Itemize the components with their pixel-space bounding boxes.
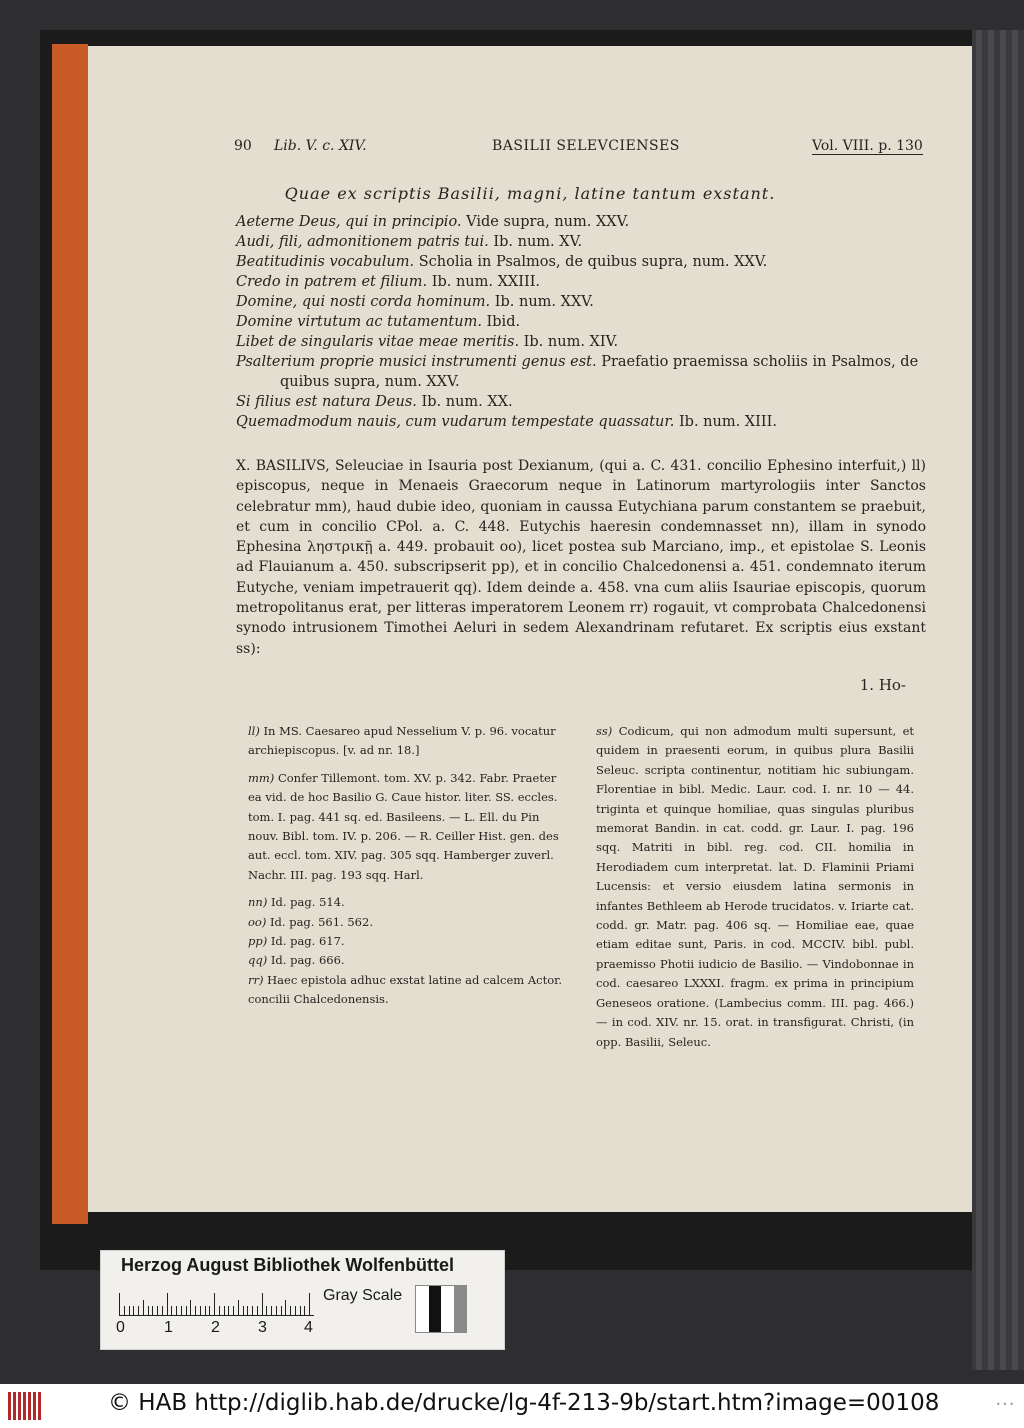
ruler-tick [271, 1306, 272, 1315]
list-item: Audi, fili, admonitionem patris tui. Ib. num. XV. [236, 234, 583, 250]
ruler-tick [285, 1300, 286, 1315]
ruler-tick [219, 1306, 220, 1315]
ruler-tick [190, 1300, 191, 1315]
ruler-tick [133, 1306, 134, 1315]
footer-bar [0, 1384, 1024, 1428]
ruler-tick [290, 1306, 291, 1315]
ruler-tick [209, 1306, 210, 1315]
ruler-tick [224, 1306, 225, 1315]
ruler-tick [238, 1300, 239, 1315]
ruler-tick [304, 1306, 305, 1315]
list-item: Domine virtutum ac tutamentum. Ibid. [236, 314, 521, 330]
adjacent-page-edges [972, 30, 1024, 1370]
ruler-tick [152, 1306, 153, 1315]
running-section: Lib. V. c. XIV. [274, 138, 367, 154]
ruler-label: 0 [116, 1319, 125, 1336]
ruler-tick [214, 1293, 215, 1315]
ruler-tick [309, 1293, 310, 1315]
book-page [88, 46, 972, 1212]
ruler-tick [171, 1306, 172, 1315]
ruler-tick [252, 1306, 253, 1315]
ruler-tick [205, 1306, 206, 1315]
ruler-tick [281, 1306, 282, 1315]
ruler-label: 4 [304, 1319, 313, 1336]
ruler-tick [266, 1306, 267, 1315]
footnote: mm) Confer Tillemont. tom. XV. p. 342. Fabr. Praeter ea vid. de hoc Basilio G. Caue histor. liter. SS. eccles. tom. I. pag. 441 sq. ed. Basileens. — L. Ell. du Pin nouv. Bibl. tom. IV. p. 206. — R. Ceiller Hist. gen. des aut. eccl. tom. XIV. pag. 305 sqq. Hamberger zuverl. Nachr. III. pag. 193 sqq. Harl. [248, 770, 559, 882]
list-item: Credo in patrem et filium. Ib. num. XXIII. [236, 274, 541, 290]
list-item: Beatitudinis vocabulum. Scholia in Psalmos, de quibus supra, num. XXV. [236, 254, 768, 270]
list-item: Domine, qui nosti corda hominum. Ib. num. XXV. [236, 294, 594, 310]
ruler-tick [300, 1306, 301, 1315]
ruler-tick [181, 1306, 182, 1315]
list-item: Psalterium proprie musici instrumenti genus est. Praefatio praemissa scholiis in Psalmos, de [236, 354, 919, 370]
ruler-tick [186, 1306, 187, 1315]
ruler-label: 1 [164, 1319, 173, 1336]
list-item: Libet de singularis vitae meae meritis. Ib. num. XIV. [236, 334, 619, 350]
page-number: 90 [234, 138, 252, 154]
ruler-tick [138, 1306, 139, 1315]
ruler-tick [243, 1306, 244, 1315]
ruler-tick [276, 1306, 277, 1315]
ruler-tick [257, 1306, 258, 1315]
ruler-tick [143, 1300, 144, 1315]
footnote: ll) In MS. Caesareo apud Nesselium V. p. 96. vocatur archiepiscopus. [v. ad nr. 18.] [248, 724, 556, 758]
footnote: nn) Id. pag. 514. [248, 895, 345, 910]
book-edge [52, 44, 88, 1224]
footnote: rr) Haec epistola adhuc exstat latine ad calcem Actor. concilii Chalcedonensis. [248, 972, 563, 1007]
running-title: BASILII SELEVCIENSES [492, 138, 680, 154]
ruler-label: 2 [211, 1319, 220, 1336]
list-item-continuation: quibus supra, num. XXV. [280, 374, 460, 390]
ruler-tick [157, 1306, 158, 1315]
ruler-tick [124, 1306, 125, 1315]
footer-dots-icon: ••• [995, 1400, 1016, 1409]
ruler-tick [262, 1293, 263, 1315]
footnote: ss) Codicum, qui non admodum multi supersunt, et quidem in praesenti eorum, in quibus plura Basilii Seleuc. scripta continentur, notitiam hic subiungam. Florentiae in bibl. Medic. Laur. cod. I. nr. 10 — 44. triginta et quinque homiliae, quas singulas pluribus memorat Bandin. in cat. codd. gr. Laur. I. pag. 196 sqq. Matriti in bibl. reg. cod. CII. homilia in Herodiadem cum interpretat. lat. D. Flaminii Priami Lucensis: et versio eiusdem latina sermonis in infantes Bethleem ab Herode trucidatos. v. Iriarte cat. codd. gr. Matr. pag. 406 sq. — Homiliae eae, quae etiam editae sunt, Paris. in cod. MCCIV. bibl. publ. praemisso Photii iudicio de Basilio. — Vindobonnae in cod. caesareo LXXXI. fragm. ex prima in principium Geneseos oratione. (Lambecius comm. III. pag. 466.) — in cod. XIV. nr. 15. orat. in transfigurat. Christi, (in opp. Basilii, Seleuc. [596, 724, 914, 1049]
ruler-tick [200, 1306, 201, 1315]
ruler-tick [167, 1293, 168, 1315]
catchword: 1. Ho- [859, 676, 906, 694]
ruler-tick [129, 1306, 130, 1315]
ruler-tick [233, 1306, 234, 1315]
ruler-tick [228, 1306, 229, 1315]
section-title: Quae ex scriptis Basilii, magni, latine tantum exstant. [284, 184, 776, 203]
ruler-tick [119, 1293, 120, 1315]
footnote: qq) Id. pag. 666. [248, 953, 345, 968]
footnote: pp) Id. pag. 617. [248, 934, 345, 949]
hab-logo-icon [8, 1392, 42, 1420]
footnotes-left-column [248, 722, 568, 1010]
gray-scale-swatch [415, 1285, 467, 1333]
ruler-label: 3 [258, 1319, 267, 1336]
volume-reference: Vol. VIII. p. 130 [812, 138, 923, 154]
main-paragraph: X. BASILIVS, Seleuciae in Isauria post Dexianum, (qui a. C. 431. concilio Ephesino interfuit,) ll) episcopus, neque in Menaeis Graecorum neque in Latinorum martyrologiis inter Sanctos celebratur mm), haud dubie ideo, quoniam in caussa Eutychiana parum constantem se praebuit, et cum in concilio CPol. a. C. 448. Eutychis haeresin condemnasset nn), illam in synodo Ephesina ληστρικῇ a. 449. probauit oo), licet postea sub Marciano, imp., et epistolae S. Leonis ad Flauianum a. 450. subscripserit pp), et in concilio Chalcedonensi a. 451. condemnato iterum Eutyche, veniam impetrauerit qq). Idem deinde a. 458. vna cum aliis Isauriae episcopis, quorum metropolitanus erat, per litteras imperatorem Leonem rr) rogauit, vt comprobata Chalcedonensi synodo intrusionem Timothei Aeluri in sedem Alexandrinam refutaret. Ex scriptis eius exstant ss): [236, 458, 926, 657]
ruler-tick [295, 1306, 296, 1315]
ruler-tick [176, 1306, 177, 1315]
list-item: Quemadmodum nauis, cum vudarum tempestate quassatur. Ib. num. XIII. [236, 414, 777, 430]
gray-scale-label: Gray Scale [323, 1287, 403, 1304]
list-item: Si filius est natura Deus. Ib. num. XX. [236, 394, 513, 410]
library-name: Herzog August Bibliothek Wolfenbüttel [121, 1255, 454, 1275]
ruler-scale [119, 1291, 314, 1316]
footer-url: © HAB http://diglib.hab.de/drucke/lg-4f-213-9b/start.htm?image=00108 [108, 1390, 940, 1416]
footnote: oo) Id. pag. 561. 562. [248, 914, 373, 929]
ruler-tick [195, 1306, 196, 1315]
ruler-tick [247, 1306, 248, 1315]
ruler-tick [148, 1306, 149, 1315]
entry-list [236, 212, 926, 432]
color-calibration-card [100, 1250, 505, 1350]
footnotes-right-column [596, 722, 914, 1052]
list-item: Aeterne Deus, qui in principio. Vide supra, num. XXV. [236, 214, 630, 230]
ruler-tick [162, 1306, 163, 1315]
